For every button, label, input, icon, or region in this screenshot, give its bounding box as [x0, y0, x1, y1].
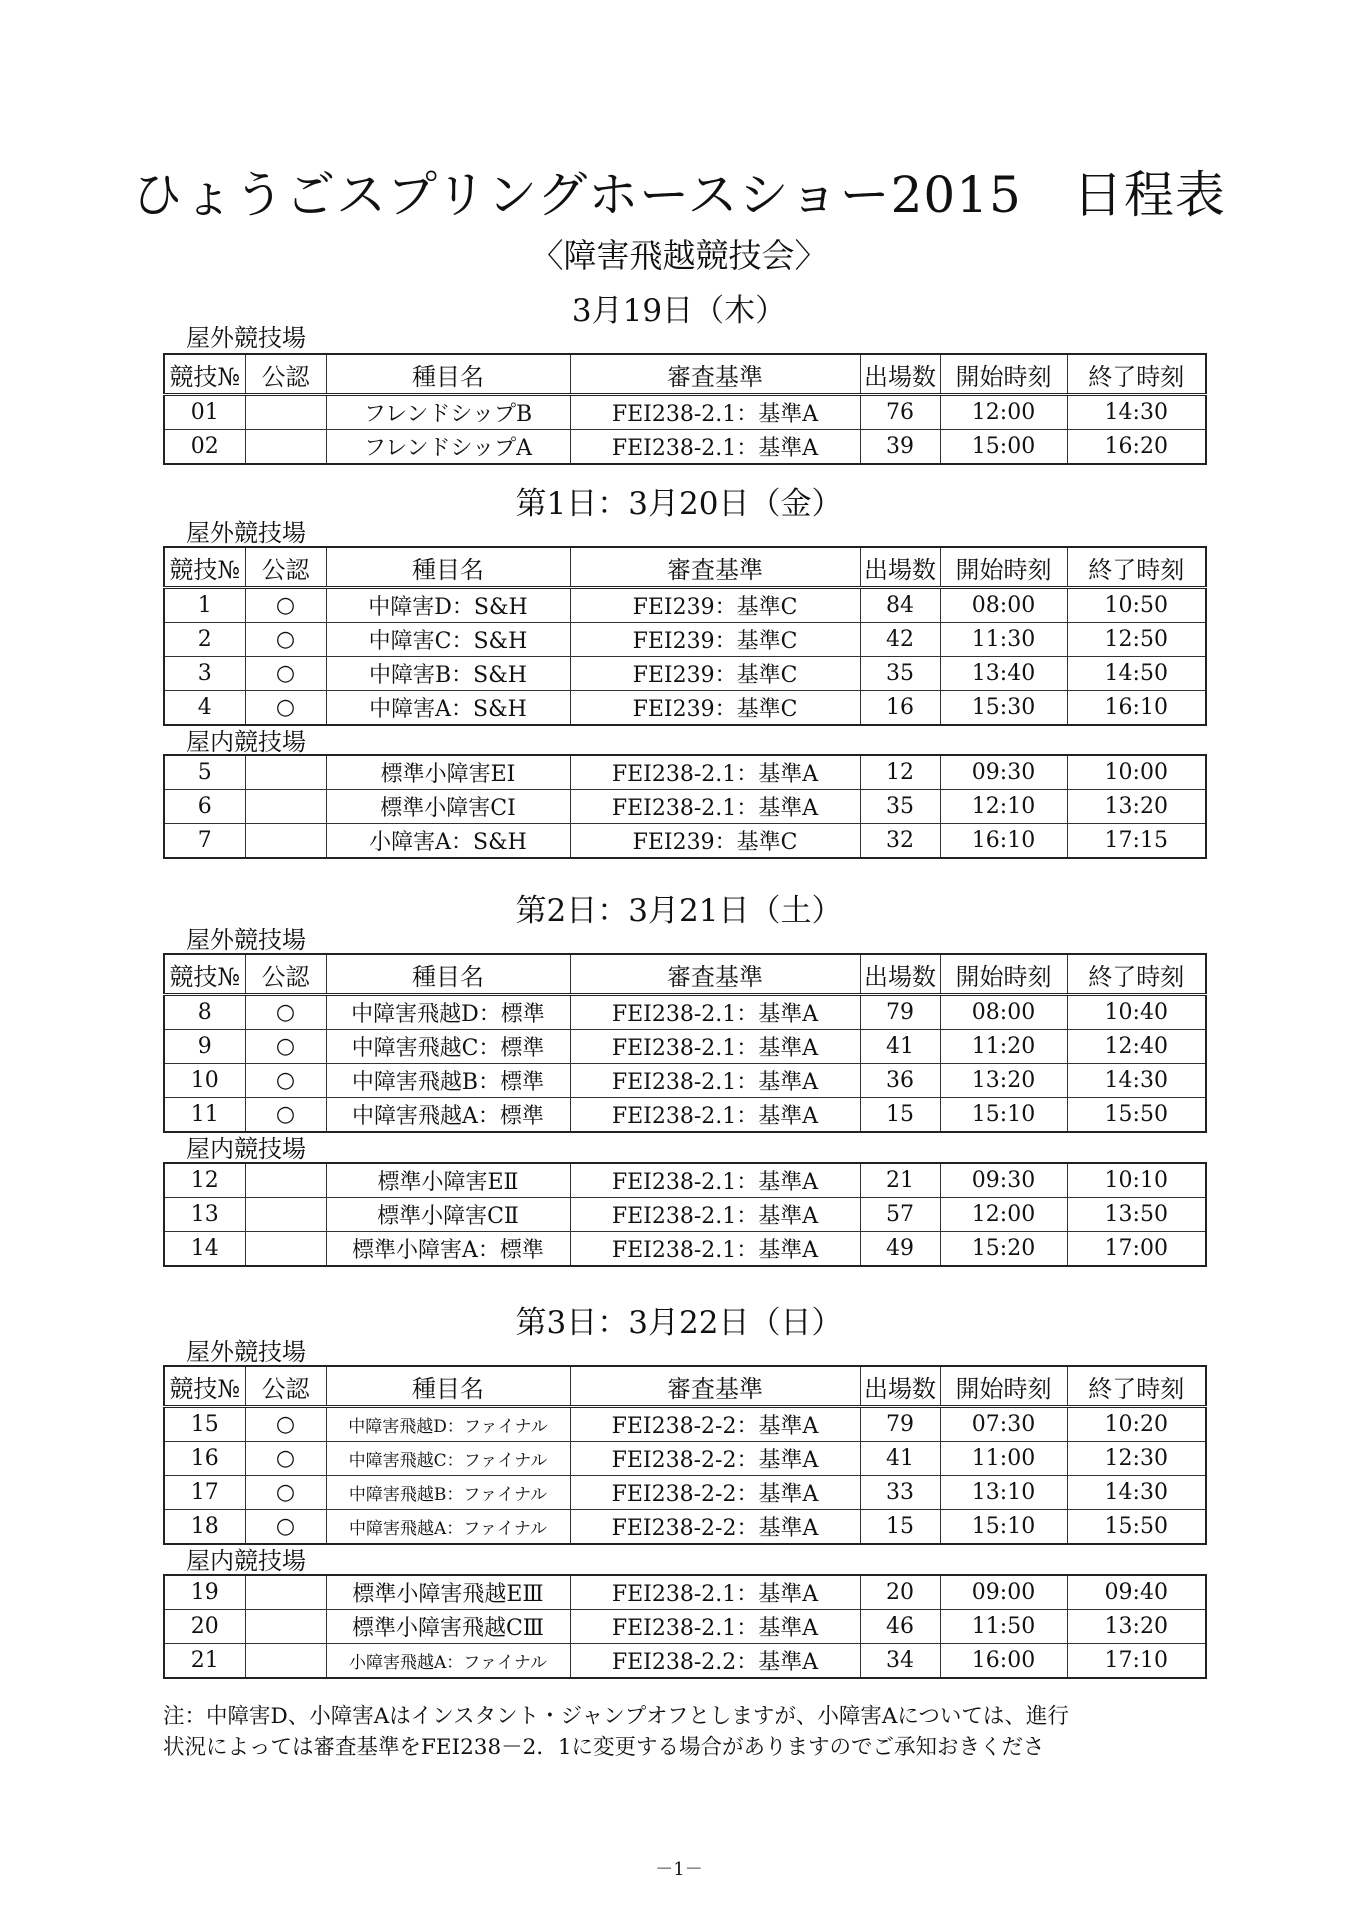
venue-label: 屋外競技場	[186, 519, 306, 547]
cell-entries: 84	[860, 588, 940, 623]
cell-event: 中障害B：S&H	[326, 657, 570, 691]
column-header: 開始時刻	[940, 547, 1067, 588]
cell-criteria: FEI238-2-2：基準A	[570, 1476, 860, 1510]
column-header: 終了時刻	[1067, 1366, 1206, 1407]
cell-criteria: FEI239：基準C	[570, 824, 860, 859]
cell-end: 09:40	[1067, 1575, 1206, 1610]
venue-label: 屋外競技場	[186, 1338, 306, 1366]
cell-event: 中障害飛越C：ファイナル	[326, 1442, 570, 1476]
cell-start: 09:30	[940, 755, 1067, 790]
cell-event: 標準小障害飛越EⅢ	[326, 1575, 570, 1610]
cell-no: 7	[164, 824, 245, 859]
column-header: 種目名	[326, 1366, 570, 1407]
cell-end: 14:30	[1067, 1476, 1206, 1510]
cell-criteria: FEI238-2.1：基準A	[570, 1163, 860, 1198]
cell-event: 中障害飛越C：標準	[326, 1030, 570, 1064]
cell-official: ○	[245, 588, 326, 623]
cell-criteria: FEI238-2-2：基準A	[570, 1407, 860, 1442]
cell-start: 12:10	[940, 790, 1067, 824]
cell-no: 01	[164, 395, 245, 430]
schedule-table	[163, 953, 1207, 1133]
cell-official: ○	[245, 691, 326, 726]
cell-criteria: FEI238-2.1：基準A	[570, 790, 860, 824]
cell-official	[245, 824, 326, 859]
column-header: 開始時刻	[940, 1366, 1067, 1407]
table-row	[164, 1610, 1206, 1644]
cell-event: 標準小障害飛越CⅢ	[326, 1610, 570, 1644]
cell-start: 08:00	[940, 588, 1067, 623]
cell-no: 1	[164, 588, 245, 623]
cell-event: 小障害A：S&H	[326, 824, 570, 859]
cell-start: 11:00	[940, 1442, 1067, 1476]
page-subtitle: 〈障害飛越競技会〉	[530, 236, 828, 275]
cell-official	[245, 1644, 326, 1679]
venue-label: 屋外競技場	[186, 324, 306, 352]
cell-start: 12:00	[940, 395, 1067, 430]
cell-criteria: FEI239：基準C	[570, 657, 860, 691]
cell-start: 11:20	[940, 1030, 1067, 1064]
column-header: 種目名	[326, 954, 570, 995]
cell-no: 18	[164, 1510, 245, 1545]
cell-event: 中障害D：S&H	[326, 588, 570, 623]
cell-end: 12:40	[1067, 1030, 1206, 1064]
cell-start: 13:20	[940, 1064, 1067, 1098]
column-header: 審査基準	[570, 547, 860, 588]
cell-no: 20	[164, 1610, 245, 1644]
column-header: 公認	[245, 354, 326, 395]
day-heading: 第2日：3月21日（土）	[515, 893, 843, 929]
cell-end: 13:20	[1067, 1610, 1206, 1644]
cell-event: フレンドシップA	[326, 430, 570, 465]
column-header: 終了時刻	[1067, 547, 1206, 588]
cell-no: 3	[164, 657, 245, 691]
cell-event: 標準小障害A：標準	[326, 1232, 570, 1267]
column-header: 開始時刻	[940, 954, 1067, 995]
column-header: 審査基準	[570, 954, 860, 995]
cell-no: 19	[164, 1575, 245, 1610]
cell-start: 11:50	[940, 1610, 1067, 1644]
cell-official	[245, 1163, 326, 1198]
cell-entries: 41	[860, 1442, 940, 1476]
cell-no: 13	[164, 1198, 245, 1232]
column-header: 競技№	[164, 1366, 245, 1407]
column-header: 競技№	[164, 954, 245, 995]
schedule-table	[163, 1365, 1207, 1545]
cell-official	[245, 790, 326, 824]
cell-start: 15:10	[940, 1510, 1067, 1545]
table-row	[164, 657, 1206, 691]
cell-official	[245, 430, 326, 465]
cell-entries: 36	[860, 1064, 940, 1098]
table-row	[164, 1163, 1206, 1198]
cell-end: 16:20	[1067, 430, 1206, 465]
cell-criteria: FEI238-2-2：基準A	[570, 1442, 860, 1476]
cell-entries: 32	[860, 824, 940, 859]
cell-criteria: FEI238-2.1：基準A	[570, 395, 860, 430]
cell-start: 15:10	[940, 1098, 1067, 1133]
cell-end: 17:00	[1067, 1232, 1206, 1267]
cell-event: 中障害飛越B：ファイナル	[326, 1476, 570, 1510]
cell-end: 10:40	[1067, 995, 1206, 1030]
cell-no: 11	[164, 1098, 245, 1133]
cell-entries: 21	[860, 1163, 940, 1198]
table-row	[164, 691, 1206, 726]
cell-event: 中障害C：S&H	[326, 623, 570, 657]
cell-event: 中障害飛越A：標準	[326, 1098, 570, 1133]
cell-entries: 39	[860, 430, 940, 465]
cell-event: 中障害飛越A：ファイナル	[326, 1510, 570, 1545]
cell-start: 12:00	[940, 1198, 1067, 1232]
cell-end: 13:20	[1067, 790, 1206, 824]
column-header: 種目名	[326, 547, 570, 588]
cell-criteria: FEI238-2.1：基準A	[570, 1610, 860, 1644]
cell-official: ○	[245, 995, 326, 1030]
cell-no: 12	[164, 1163, 245, 1198]
cell-start: 13:40	[940, 657, 1067, 691]
column-header: 終了時刻	[1067, 954, 1206, 995]
column-header: 終了時刻	[1067, 354, 1206, 395]
schedule-table	[163, 546, 1207, 726]
column-header: 種目名	[326, 354, 570, 395]
cell-start: 16:00	[940, 1644, 1067, 1679]
cell-event: 小障害飛越A：ファイナル	[326, 1644, 570, 1679]
cell-end: 10:00	[1067, 755, 1206, 790]
cell-no: 5	[164, 755, 245, 790]
cell-entries: 49	[860, 1232, 940, 1267]
cell-no: 16	[164, 1442, 245, 1476]
venue-label: 屋内競技場	[186, 728, 306, 756]
table-row	[164, 623, 1206, 657]
cell-entries: 20	[860, 1575, 940, 1610]
cell-end: 14:30	[1067, 1064, 1206, 1098]
cell-start: 09:30	[940, 1163, 1067, 1198]
table-row	[164, 790, 1206, 824]
cell-event: 中障害飛越B：標準	[326, 1064, 570, 1098]
table-row	[164, 1098, 1206, 1133]
table-row	[164, 1476, 1206, 1510]
column-header: 開始時刻	[940, 354, 1067, 395]
table-row	[164, 1644, 1206, 1679]
footnote-line: 状況によっては審査基準をFEI238－2．1に変更する場合がありますのでご承知おきくださ	[163, 1735, 1045, 1760]
column-header: 出場数	[860, 954, 940, 995]
day-heading: 3月19日（木）	[571, 293, 787, 329]
column-header: 公認	[245, 954, 326, 995]
cell-event: フレンドシップB	[326, 395, 570, 430]
table-row	[164, 995, 1206, 1030]
schedule-table	[163, 1162, 1207, 1267]
cell-no: 02	[164, 430, 245, 465]
cell-criteria: FEI238-2.1：基準A	[570, 1232, 860, 1267]
cell-start: 16:10	[940, 824, 1067, 859]
header-row	[164, 354, 1206, 395]
schedule-table	[163, 754, 1207, 859]
cell-end: 10:50	[1067, 588, 1206, 623]
cell-event: 中障害A：S&H	[326, 691, 570, 726]
cell-entries: 42	[860, 623, 940, 657]
cell-entries: 12	[860, 755, 940, 790]
cell-start: 15:00	[940, 430, 1067, 465]
cell-official: ○	[245, 1098, 326, 1133]
table-row	[164, 1575, 1206, 1610]
cell-entries: 33	[860, 1476, 940, 1510]
cell-criteria: FEI238-2.1：基準A	[570, 755, 860, 790]
table-row	[164, 1232, 1206, 1267]
column-header: 出場数	[860, 547, 940, 588]
cell-criteria: FEI238-2.1：基準A	[570, 1064, 860, 1098]
cell-event: 中障害飛越D：標準	[326, 995, 570, 1030]
column-header: 出場数	[860, 354, 940, 395]
cell-start: 11:30	[940, 623, 1067, 657]
cell-criteria: FEI238-2.1：基準A	[570, 1575, 860, 1610]
column-header: 競技№	[164, 354, 245, 395]
venue-label: 屋内競技場	[186, 1547, 306, 1575]
cell-criteria: FEI239：基準C	[570, 588, 860, 623]
cell-official: ○	[245, 1407, 326, 1442]
cell-end: 17:15	[1067, 824, 1206, 859]
page-number: －1－	[655, 1859, 703, 1880]
cell-criteria: FEI238-2.2：基準A	[570, 1644, 860, 1679]
cell-official: ○	[245, 1510, 326, 1545]
footnote	[163, 1701, 1069, 1763]
cell-entries: 35	[860, 657, 940, 691]
cell-end: 14:30	[1067, 395, 1206, 430]
cell-official: ○	[245, 623, 326, 657]
table-row	[164, 755, 1206, 790]
cell-start: 15:30	[940, 691, 1067, 726]
schedule-table	[163, 1574, 1207, 1679]
cell-criteria: FEI238-2.1：基準A	[570, 1198, 860, 1232]
cell-end: 14:50	[1067, 657, 1206, 691]
cell-criteria: FEI238-2.1：基準A	[570, 1098, 860, 1133]
cell-official: ○	[245, 1476, 326, 1510]
cell-no: 10	[164, 1064, 245, 1098]
cell-event: 標準小障害EⅠ	[326, 755, 570, 790]
header-row	[164, 547, 1206, 588]
cell-no: 14	[164, 1232, 245, 1267]
venue-label: 屋内競技場	[186, 1135, 306, 1163]
cell-end: 10:10	[1067, 1163, 1206, 1198]
column-header: 公認	[245, 547, 326, 588]
cell-entries: 15	[860, 1098, 940, 1133]
cell-official: ○	[245, 1030, 326, 1064]
day-heading: 第3日：3月22日（日）	[515, 1305, 843, 1341]
cell-entries: 79	[860, 1407, 940, 1442]
cell-end: 10:20	[1067, 1407, 1206, 1442]
cell-end: 17:10	[1067, 1644, 1206, 1679]
table-row	[164, 1407, 1206, 1442]
cell-no: 8	[164, 995, 245, 1030]
cell-event: 中障害飛越D：ファイナル	[326, 1407, 570, 1442]
cell-end: 15:50	[1067, 1510, 1206, 1545]
cell-criteria: FEI239：基準C	[570, 691, 860, 726]
cell-entries: 57	[860, 1198, 940, 1232]
cell-end: 13:50	[1067, 1198, 1206, 1232]
cell-official: ○	[245, 657, 326, 691]
cell-start: 09:00	[940, 1575, 1067, 1610]
cell-event: 標準小障害CⅡ	[326, 1198, 570, 1232]
footnote-line: 注：中障害D、小障害Aはインスタント・ジャンプオフとしますが、小障害Aについては、進行	[163, 1704, 1069, 1729]
column-header: 公認	[245, 1366, 326, 1407]
cell-official: ○	[245, 1442, 326, 1476]
table-row	[164, 1510, 1206, 1545]
schedule-table	[163, 353, 1207, 465]
cell-criteria: FEI238-2.1：基準A	[570, 1030, 860, 1064]
cell-end: 15:50	[1067, 1098, 1206, 1133]
table-row	[164, 395, 1206, 430]
cell-official	[245, 755, 326, 790]
cell-official	[245, 1198, 326, 1232]
cell-no: 15	[164, 1407, 245, 1442]
column-header: 出場数	[860, 1366, 940, 1407]
cell-official	[245, 1575, 326, 1610]
cell-entries: 79	[860, 995, 940, 1030]
day-heading: 第1日：3月20日（金）	[515, 486, 843, 522]
cell-entries: 34	[860, 1644, 940, 1679]
cell-entries: 76	[860, 395, 940, 430]
page-title: ひょうごスプリングホースショー2015 日程表	[132, 166, 1226, 224]
header-row	[164, 954, 1206, 995]
cell-criteria: FEI238-2-2：基準A	[570, 1510, 860, 1545]
cell-no: 6	[164, 790, 245, 824]
table-row	[164, 1064, 1206, 1098]
cell-event: 標準小障害CⅠ	[326, 790, 570, 824]
cell-entries: 35	[860, 790, 940, 824]
cell-start: 08:00	[940, 995, 1067, 1030]
cell-start: 15:20	[940, 1232, 1067, 1267]
table-row	[164, 1030, 1206, 1064]
column-header: 審査基準	[570, 354, 860, 395]
header-row	[164, 1366, 1206, 1407]
cell-end: 12:50	[1067, 623, 1206, 657]
cell-criteria: FEI238-2.1：基準A	[570, 430, 860, 465]
column-header: 審査基準	[570, 1366, 860, 1407]
cell-official	[245, 395, 326, 430]
cell-criteria: FEI238-2.1：基準A	[570, 995, 860, 1030]
cell-official	[245, 1232, 326, 1267]
cell-start: 13:10	[940, 1476, 1067, 1510]
cell-entries: 16	[860, 691, 940, 726]
table-row	[164, 1442, 1206, 1476]
cell-entries: 46	[860, 1610, 940, 1644]
cell-no: 17	[164, 1476, 245, 1510]
table-row	[164, 1198, 1206, 1232]
table-row	[164, 588, 1206, 623]
cell-end: 16:10	[1067, 691, 1206, 726]
cell-event: 標準小障害EⅡ	[326, 1163, 570, 1198]
cell-official: ○	[245, 1064, 326, 1098]
column-header: 競技№	[164, 547, 245, 588]
table-row	[164, 430, 1206, 465]
table-row	[164, 824, 1206, 859]
cell-no: 21	[164, 1644, 245, 1679]
cell-start: 07:30	[940, 1407, 1067, 1442]
venue-label: 屋外競技場	[186, 926, 306, 954]
cell-entries: 41	[860, 1030, 940, 1064]
cell-no: 2	[164, 623, 245, 657]
cell-no: 4	[164, 691, 245, 726]
cell-criteria: FEI239：基準C	[570, 623, 860, 657]
cell-end: 12:30	[1067, 1442, 1206, 1476]
cell-entries: 15	[860, 1510, 940, 1545]
cell-no: 9	[164, 1030, 245, 1064]
cell-official	[245, 1610, 326, 1644]
